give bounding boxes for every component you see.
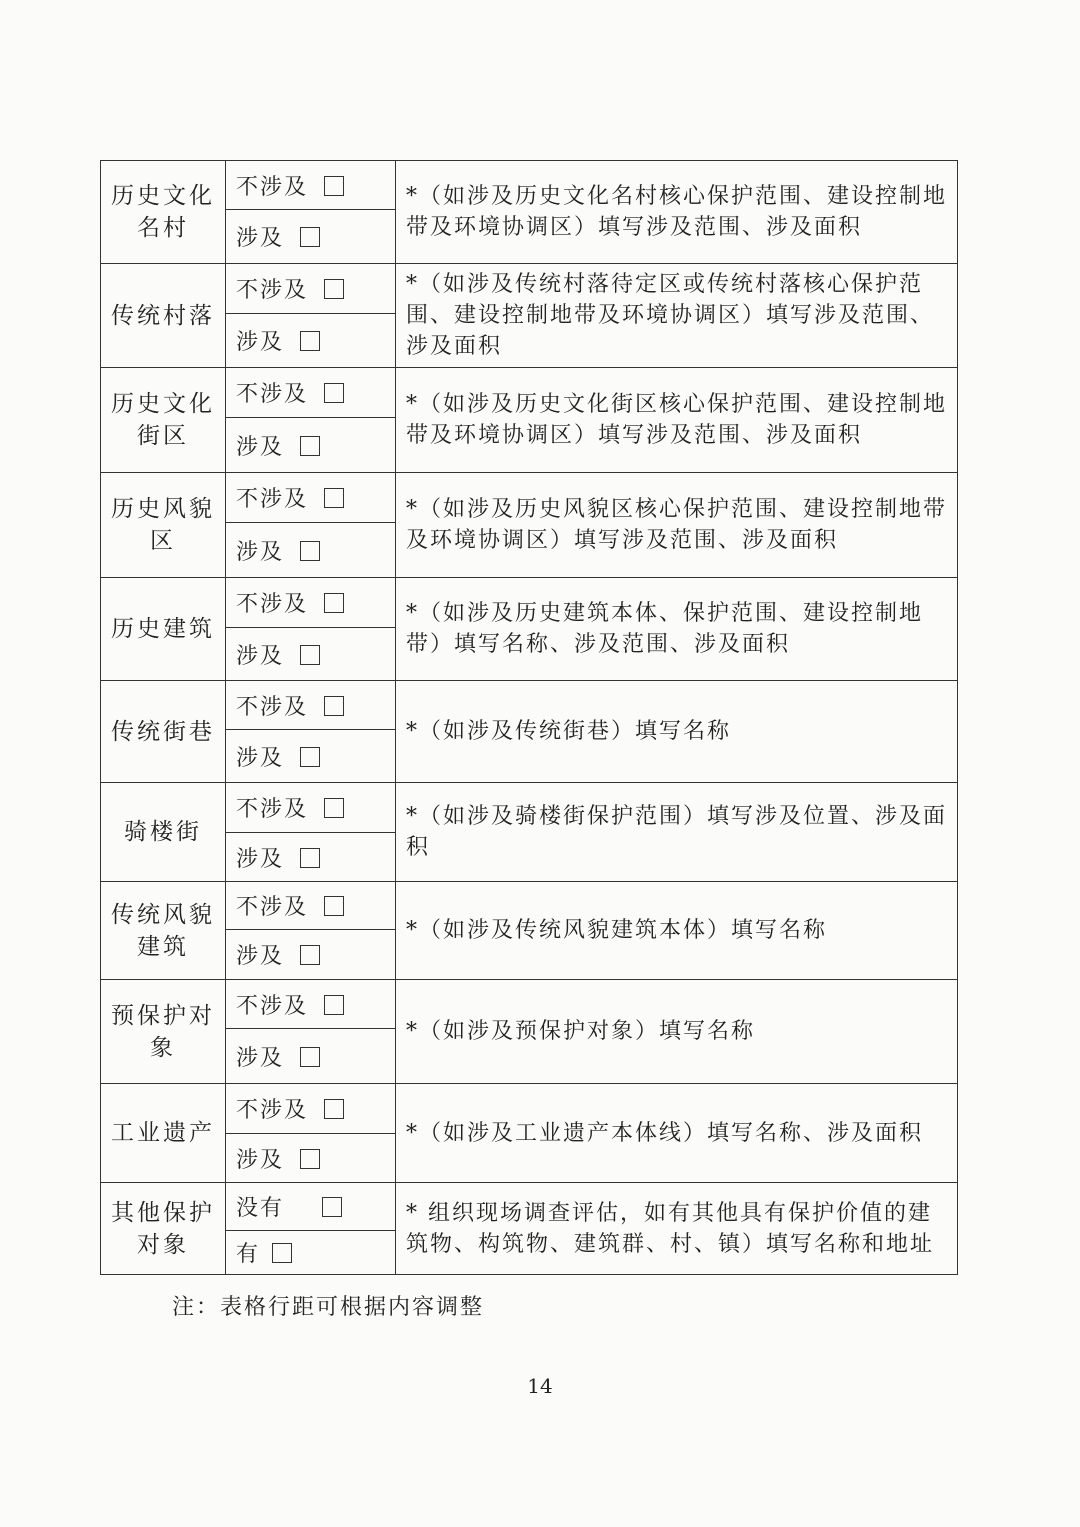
checkbox[interactable] (324, 995, 344, 1015)
checkbox[interactable] (300, 331, 320, 351)
description: *（如涉及传统村落待定区或传统村落核心保护范围、建设控制地带及环境协调区）填写涉及范围、涉及面积 (396, 264, 958, 368)
option-involved[interactable] (226, 628, 396, 681)
category-label: 预保护对象 (101, 980, 226, 1084)
checkbox[interactable] (300, 1149, 320, 1169)
table-row (101, 681, 958, 730)
description: *（如涉及预保护对象）填写名称 (396, 980, 958, 1084)
option-involved[interactable] (226, 418, 396, 473)
option-label: 涉及 (236, 226, 285, 251)
option-label: 不涉及 (236, 278, 309, 303)
category-label: 传统街巷 (101, 681, 226, 783)
option-label: 不涉及 (236, 174, 309, 200)
checkbox[interactable] (322, 1197, 342, 1217)
description: *（如涉及历史建筑本体、保护范围、建设控制地带）填写名称、涉及范围、涉及面积 (396, 578, 958, 681)
option-label: 涉及 (236, 434, 285, 460)
option-label: 涉及 (236, 846, 285, 872)
option-label: 不涉及 (236, 1098, 309, 1123)
option-not-involved[interactable] (226, 882, 396, 930)
option-label: 不涉及 (236, 382, 309, 407)
description: *（如涉及工业遗产本体线）填写名称、涉及面积 (396, 1084, 958, 1183)
checkbox[interactable] (300, 645, 320, 665)
category-label: 工业遗产 (101, 1084, 226, 1183)
option-label: 不涉及 (236, 895, 309, 920)
option-involved[interactable] (226, 523, 396, 578)
checkbox[interactable] (300, 945, 320, 965)
option-involved[interactable] (226, 730, 396, 783)
checkbox[interactable] (324, 279, 344, 299)
category-label: 骑楼街 (101, 783, 226, 882)
option-label: 涉及 (236, 1045, 285, 1071)
option-yes[interactable] (226, 1231, 396, 1275)
checkbox[interactable] (300, 747, 320, 767)
description: *（如涉及历史文化街区核心保护范围、建设控制地带及环境协调区）填写涉及范围、涉及面积 (396, 368, 958, 473)
option-label: 不涉及 (236, 993, 309, 1019)
description: *（如涉及历史风貌区核心保护范围、建设控制地带及环境协调区）填写涉及范围、涉及面积 (396, 473, 958, 578)
table-row (101, 264, 958, 314)
checkbox[interactable] (324, 1099, 344, 1119)
option-not-involved[interactable] (226, 161, 396, 210)
option-involved[interactable] (226, 1134, 396, 1183)
checkbox[interactable] (300, 848, 320, 868)
option-label: 不涉及 (236, 592, 309, 617)
checkbox[interactable] (324, 593, 344, 613)
checkbox[interactable] (300, 227, 320, 247)
table-row (101, 161, 958, 210)
option-label: 有 (236, 1242, 261, 1267)
option-not-involved[interactable] (226, 368, 396, 418)
category-label: 历史建筑 (101, 578, 226, 681)
checkbox[interactable] (324, 896, 344, 916)
option-label: 不涉及 (236, 487, 309, 512)
option-label: 涉及 (236, 1147, 285, 1173)
option-not-involved[interactable] (226, 783, 396, 833)
table-row (101, 980, 958, 1029)
description: *（如涉及传统风貌建筑本体）填写名称 (396, 882, 958, 980)
checkbox[interactable] (324, 176, 344, 196)
table-row (101, 1084, 958, 1134)
checkbox[interactable] (324, 696, 344, 716)
option-label: 不涉及 (236, 694, 309, 720)
option-not-involved[interactable] (226, 681, 396, 730)
option-not-involved[interactable] (226, 980, 396, 1029)
option-label: 涉及 (236, 944, 285, 969)
option-involved[interactable] (226, 1029, 396, 1084)
table-row (101, 783, 958, 833)
option-involved[interactable] (226, 314, 396, 368)
option-involved[interactable] (226, 210, 396, 264)
checkbox[interactable] (300, 436, 320, 456)
page-number: 14 (527, 1374, 553, 1398)
option-involved[interactable] (226, 930, 396, 980)
option-label: 不涉及 (236, 797, 309, 822)
table-row (101, 578, 958, 628)
survey-form-table (100, 160, 958, 1275)
description: * 组织现场调查评估，如有其他具有保护价值的建筑物、构筑物、建筑群、村、镇）填写名称和地址 (396, 1183, 958, 1275)
table-note: 注：表格行距可根据内容调整 (172, 1295, 485, 1320)
checkbox[interactable] (324, 798, 344, 818)
category-label: 传统风貌建筑 (101, 882, 226, 980)
option-none[interactable] (226, 1183, 396, 1231)
table-row (101, 368, 958, 418)
checkbox[interactable] (300, 1047, 320, 1067)
option-label: 涉及 (236, 539, 285, 565)
option-not-involved[interactable] (226, 264, 396, 314)
description: *（如涉及传统街巷）填写名称 (396, 681, 958, 783)
option-label: 涉及 (236, 745, 285, 771)
option-label: 涉及 (236, 643, 285, 669)
option-not-involved[interactable] (226, 1084, 396, 1134)
description: *（如涉及历史文化名村核心保护范围、建设控制地带及环境协调区）填写涉及范围、涉及面积 (396, 161, 958, 264)
option-not-involved[interactable] (226, 473, 396, 523)
option-not-involved[interactable] (226, 578, 396, 628)
description: *（如涉及骑楼街保护范围）填写涉及位置、涉及面积 (396, 783, 958, 882)
table-row (101, 882, 958, 930)
category-label: 历史文化名村 (101, 161, 226, 264)
checkbox[interactable] (272, 1243, 292, 1263)
table-row (101, 473, 958, 523)
category-label: 历史文化街区 (101, 368, 226, 473)
category-label: 其他保护对象 (101, 1183, 226, 1275)
table-row (101, 1183, 958, 1231)
option-label: 没有 (236, 1196, 285, 1221)
option-involved[interactable] (226, 833, 396, 882)
checkbox[interactable] (324, 383, 344, 403)
checkbox[interactable] (324, 488, 344, 508)
category-label: 历史风貌区 (101, 473, 226, 578)
checkbox[interactable] (300, 541, 320, 561)
option-label: 涉及 (236, 330, 285, 355)
category-label: 传统村落 (101, 264, 226, 368)
